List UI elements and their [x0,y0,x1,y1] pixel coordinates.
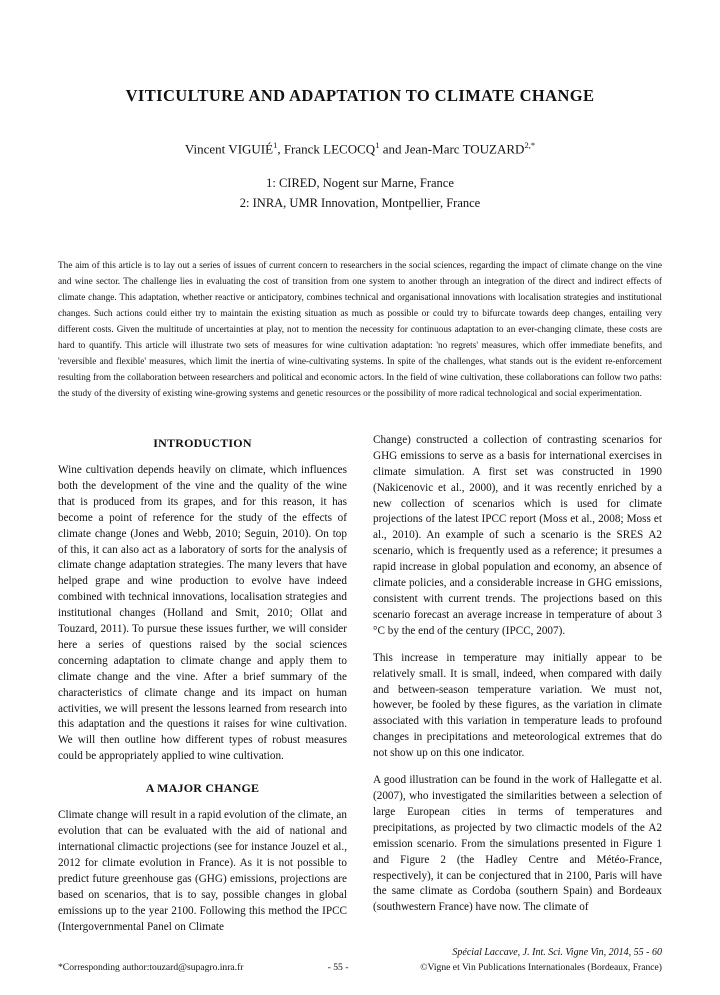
abstract: The aim of this article is to lay out a series of issues of current concern to researchers in the social sciences, regarding the impact of climate change on the vine and wine sector. The challenge lies in evaluating the cost of transition from one system to another through an integration of the direct and indirect effects of climate change. This adaptation, whether reactive or anticipatory, combines technical and organisational innovations with localisation strategies and institutional changes. Such actions could either try to maintain the existing situation as much as possible or could try to bifurcate towards deep changes, entailing very different costs. Given the multitude of uncertainties at play, not to mention the necessity for continuous adaptation to an ever-changing climate, these costs are hard to quantify. This article will illustrate two sets of measures for wine cultivation adaptation: 'no regrets' measures, which offer immediate benefits, and 'reversible and flexible' measures, which limit the inertia of wine-cultivating systems. In spite of the challenges, what stands out is the evident re-enforcement resulting from the collaboration between researchers and political and economic actors. In the field of wine cultivation, these collaborations can follow two paths: the study of the diversity of existing wine-growing systems and genetic resources or the possibility of more radical technological and social experimentation. [58,261,662,399]
author-list [58,140,662,157]
page-number: - 55 - [327,962,349,973]
copyright-notice: ©Vigne et Vin Publications Internationales (Bordeaux, France) [420,962,662,973]
body-columns [58,433,662,936]
affiliation-1: 1: CIRED, Nogent sur Marne, France [266,176,454,191]
affiliations [58,174,662,213]
author-3-affil-marker: 2,* [524,140,536,150]
corresponding-author: *Corresponding author:touzard@supagro.inra.fr [58,962,244,973]
author-2: , Franck LECOCQ [277,141,376,157]
section-heading-introduction: INTRODUCTION [153,435,252,450]
paragraph: A good illustration can be found in the work of Hallegatte et al. (2007), who investigated the similarities between a selection of large European cities in terms of temperatures and precipitations, as projected by two climactic models of the A2 emission scenario. From the simulations presented in Figure 1 and Figure 2 (the Hadley Centre and Météo-France, respectively), it can be conjectured that in 2100, Paris will have the same climate as Cordoba (southern Spain) and Bordeaux (southwestern France) have now. The climate of [373,774,662,914]
author-2-affil-marker: 1 [375,140,380,150]
paragraph: This increase in temperature may initially appear to be relatively small. It is small, indeed, when compared with daily and between-season temperature variation. We must not, however, be fooled by these figures, as the variation in climate associated with this variation in temperature leads to profound changes in precipitations and meteorological extremes that do not show up on this one indicator. [373,651,662,760]
column-right [373,433,662,936]
affiliation-2: 2: INRA, UMR Innovation, Montpellier, France [239,195,481,210]
author-3: and Jean-Marc TOUZARD [379,141,525,157]
author-1-affil-marker: 1 [273,140,278,150]
journal-citation: Spécial Laccave, J. Int. Sci. Vigne Vin, 2014, 55 - 60 [452,947,662,958]
page-footer [58,947,662,973]
section-heading-major-change: A MAJOR CHANGE [145,781,260,796]
column-left [58,433,347,936]
paragraph: Wine cultivation depends heavily on climate, which influences both the development of the vine and the quality of the wine that is produced from its grapes, and for this reason, it has become a point of reference for the study of the effects of climate change (Jones and Webb, 2010; Seguin, 2010). On top of this, it can also act as a laboratory of sorts for the analysis of climate change adaptation strategies. The many levers that have helped grape and wine production to evolve have indeed combined with technical innovations, localisation strategies and institutional changes (Holland and Smit, 2010; Ollat and Touzard, 2011). To pursue these issues further, we will consider here a series of questions raised by the social sciences concerning adaptation to climate change and apply them to climate change and the vine. After a brief summary of the characteristics of climate change and its impact on human activities, we will present the lessons learned from research into this adaptation and the questions it raises for wine cultivation. We will then outline how different types of robust measures could be appropriately applied to wine cultivation. [58,463,347,763]
author-1: Vincent VIGUIÉ [184,141,274,157]
paragraph: Change) constructed a collection of contrasting scenarios for GHG emissions to serve as a basis for international exercises in climate simulation. A first set was constructed in 1990 (Nakicenovic et al., 2000), and it was recently enriched by a new collection of scenarios which is used for climate projections of the latest IPCC report (Moss et al., 2008; Moss et al., 2010). An example of such a scenario is the SRES A2 scenario, which is frequently used as a reference; it presumes a rapid increase in global population and economy, an absence of climate policies, and a considerable increase in GHG emissions, consistent with current trends. The projections based on this scenario forecast an average increase in temperature of about 3 °C by the end of the century (IPCC, 2007). [373,433,662,637]
page-title: VITICULTURE AND ADAPTATION TO CLIMATE CHANGE [125,86,595,105]
paragraph: Climate change will result in a rapid evolution of the climate, an evolution that can be evaluated with the aid of national and international climactic projections (see for instance Jouzel et al., 2012 for climate evolution in France). As it is not possible to predict future greenhouse gas (GHG) emissions, projections are based on scenarios, that is to say, possible changes in global emissions up to the year 2100. Following this method the IPCC (Intergovernmental Panel on Climate [58,809,347,933]
